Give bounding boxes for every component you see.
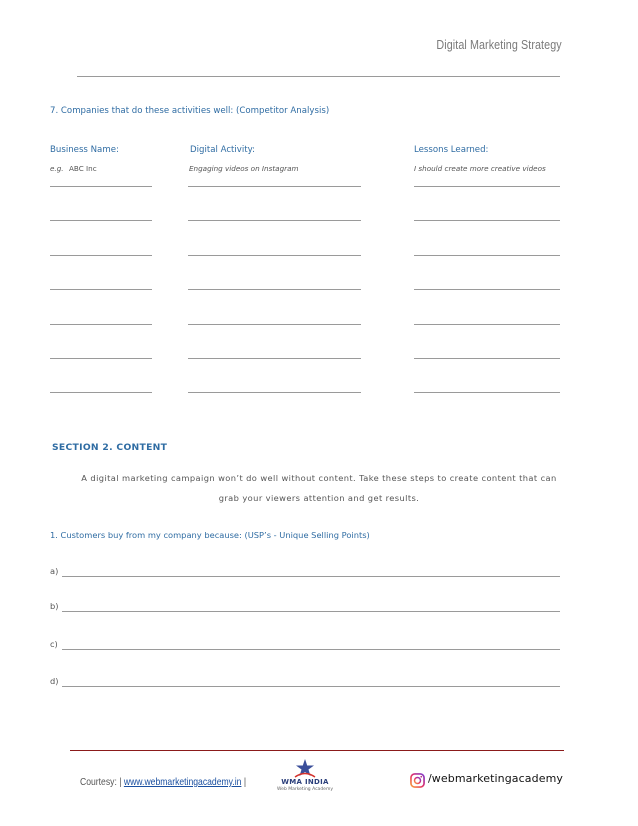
wma-logo <box>270 758 340 794</box>
blank-line-business-1[interactable] <box>50 186 152 187</box>
courtesy-label: Courtesy: | <box>80 776 122 788</box>
answer-line-b[interactable] <box>62 611 560 612</box>
blank-line-activity-1[interactable] <box>188 186 361 187</box>
answer-label-a: a) <box>50 566 59 576</box>
footer-divider <box>70 750 564 751</box>
example-business: ABC Inc <box>69 164 97 173</box>
blank-line-activity-5[interactable] <box>188 324 361 325</box>
example-prefix: e.g. <box>50 164 64 173</box>
section-intro-line1: A digital marketing campaign won’t do well without content. Take these steps to create content that can <box>81 473 557 483</box>
blank-line-business-3[interactable] <box>50 255 152 256</box>
logo-name: WMA INDIA <box>281 778 329 786</box>
blank-line-business-6[interactable] <box>50 358 152 359</box>
blank-line-lesson-2[interactable] <box>414 220 560 221</box>
blank-line-activity-7[interactable] <box>188 392 361 393</box>
section-intro-line2: grab your viewers attention and get results. <box>218 493 420 503</box>
example-lesson: I should create more creative videos <box>414 164 546 173</box>
column-digital-activity: Digital Activity: <box>190 145 256 155</box>
blank-line-business-2[interactable] <box>50 220 152 221</box>
answer-label-c: c) <box>50 639 58 649</box>
instagram-handle[interactable]: /webmarketingacademy <box>428 772 564 785</box>
document-header-title: Digital Marketing Strategy <box>436 38 562 52</box>
blank-line-business-4[interactable] <box>50 289 152 290</box>
blank-line-lesson-5[interactable] <box>414 324 560 325</box>
blank-line-lesson-3[interactable] <box>414 255 560 256</box>
answer-label-b: b) <box>50 601 59 611</box>
blank-line-lesson-7[interactable] <box>414 392 560 393</box>
blank-line-activity-4[interactable] <box>188 289 361 290</box>
header-divider <box>77 76 560 77</box>
star-logo-icon <box>294 758 316 778</box>
courtesy-link[interactable]: www.webmarketingacademy.in <box>123 776 242 788</box>
blank-line-business-7[interactable] <box>50 392 152 393</box>
blank-line-activity-3[interactable] <box>188 255 361 256</box>
courtesy-text <box>80 776 246 788</box>
column-business-name: Business Name: <box>50 145 119 155</box>
blank-line-activity-6[interactable] <box>188 358 361 359</box>
answer-line-d[interactable] <box>62 686 560 687</box>
answer-line-a[interactable] <box>62 576 560 577</box>
competitor-analysis-question: 7. Companies that do these activities well: (Competitor Analysis) <box>50 106 330 116</box>
instagram-icon <box>410 773 425 788</box>
blank-line-activity-2[interactable] <box>188 220 361 221</box>
answer-label-d: d) <box>50 676 59 686</box>
usp-question: 1. Customers buy from my company because: (USP’s - Unique Selling Points) <box>50 530 370 540</box>
blank-line-lesson-6[interactable] <box>414 358 560 359</box>
blank-line-lesson-4[interactable] <box>414 289 560 290</box>
courtesy-end: | <box>243 776 247 788</box>
example-activity: Engaging videos on Instagram <box>189 164 299 173</box>
answer-line-c[interactable] <box>62 649 560 650</box>
logo-subtitle: Web Marketing Academy <box>276 787 333 792</box>
blank-line-lesson-1[interactable] <box>414 186 560 187</box>
column-lessons-learned: Lessons Learned: <box>414 145 489 155</box>
section-title: SECTION 2. CONTENT <box>52 442 168 453</box>
blank-line-business-5[interactable] <box>50 324 152 325</box>
